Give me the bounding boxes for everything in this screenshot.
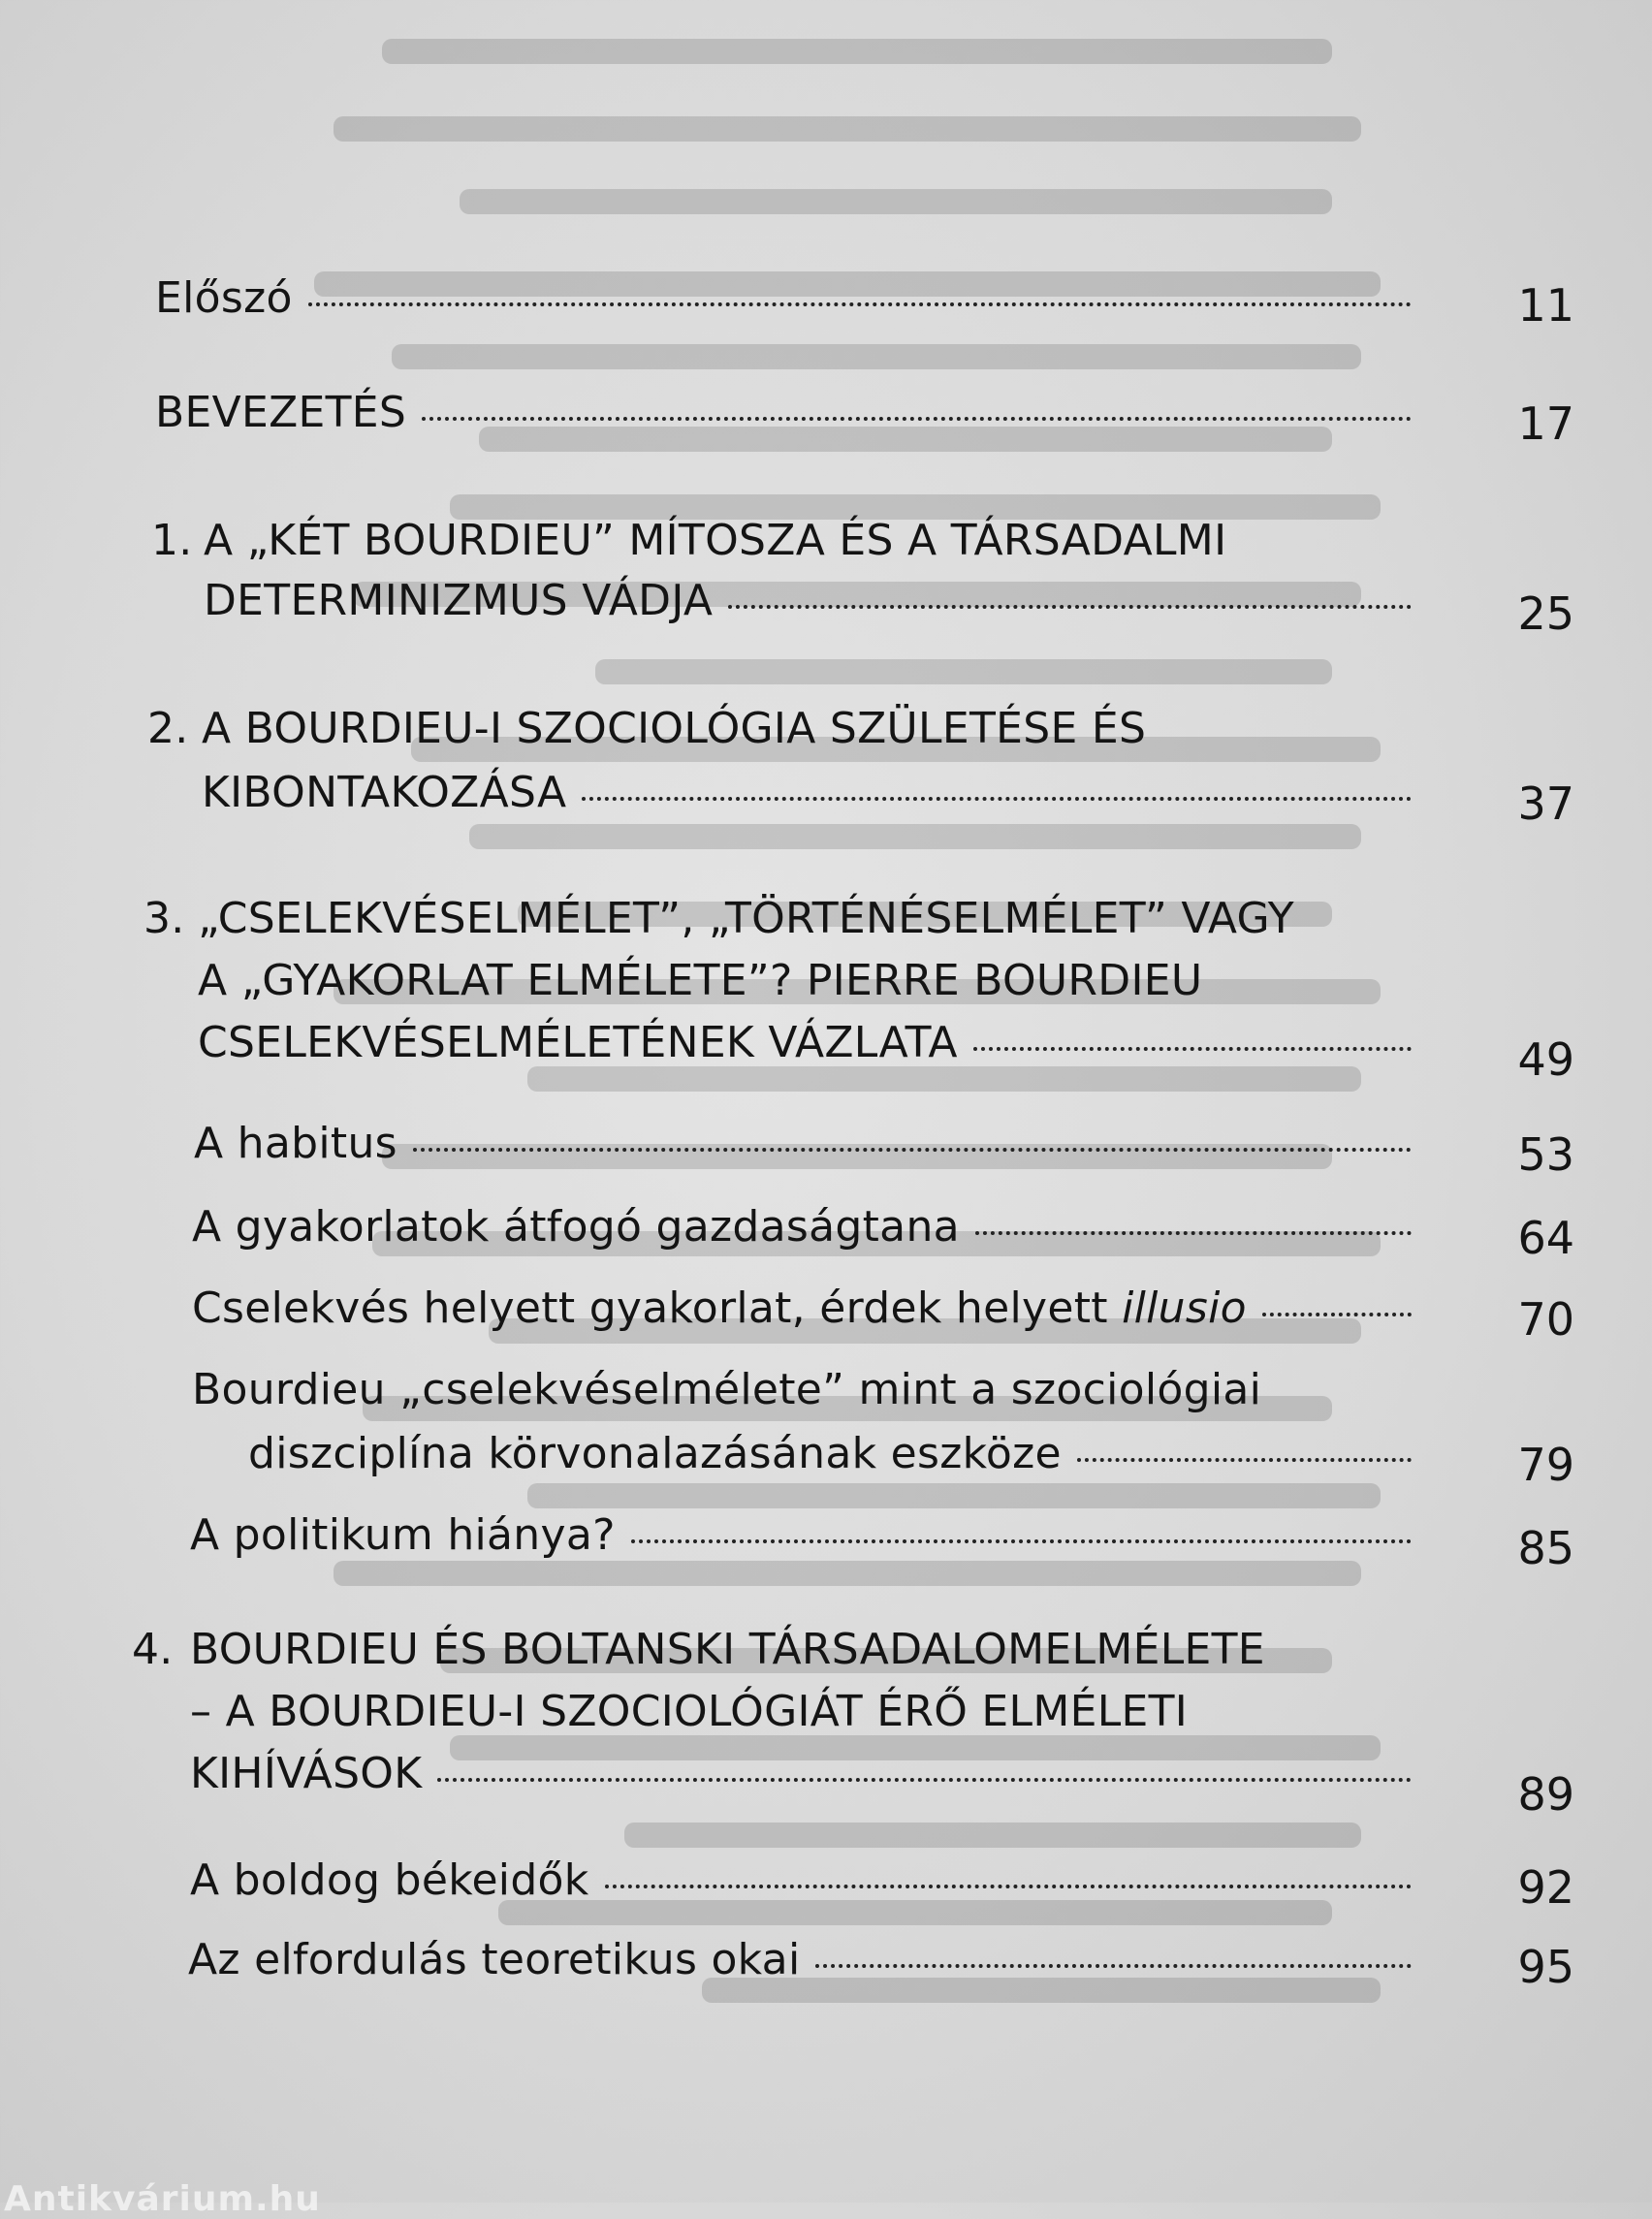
page-number: 64 <box>1517 1212 1574 1264</box>
dot-leader <box>437 1778 1412 1782</box>
entry-title-line: KIHÍVÁSOK <box>190 1749 423 1798</box>
toc-subentry-politikum <box>190 1510 1421 1560</box>
entry-title-line: „CSELEKVÉSELMÉLET”, „TÖRTÉNÉSELMÉLET” VAGY <box>198 894 1294 943</box>
entry-title-line: CSELEKVÉSELMÉLETÉNEK VÁZLATA <box>198 1018 958 1067</box>
entry-title-italic: illusio <box>1122 1284 1247 1333</box>
entry-title: A habitus <box>194 1119 397 1168</box>
page-number: 89 <box>1517 1768 1574 1821</box>
watermark: Antikvárium.hu <box>4 2179 321 2219</box>
chapter-number: 4. <box>132 1625 174 1674</box>
page-number: 79 <box>1517 1439 1574 1491</box>
entry-title-line: Bourdieu „cselekvéselmélete” mint a szociológiai <box>192 1365 1262 1414</box>
entry-title-line: DETERMINIZMUS VÁDJA <box>204 576 714 625</box>
entry-title: A gyakorlatok átfogó gazdaságtana <box>192 1202 960 1252</box>
dot-leader <box>1077 1458 1412 1462</box>
toc-entry-eloszo <box>155 273 1421 323</box>
dot-leader <box>631 1539 1412 1543</box>
entry-title: A boldog békeidők <box>190 1855 589 1905</box>
page-number: 11 <box>1517 279 1574 332</box>
dot-leader <box>413 1148 1412 1152</box>
dot-leader <box>308 302 1412 306</box>
toc-subentry-illusio <box>192 1284 1421 1333</box>
page-number: 85 <box>1517 1522 1574 1574</box>
page-number: 95 <box>1517 1941 1574 1993</box>
entry-title-line: – A BOURDIEU-I SZOCIOLÓGIÁT ÉRŐ ELMÉLETI <box>190 1687 1189 1736</box>
entry-title: BEVEZETÉS <box>155 388 407 437</box>
dot-leader <box>422 417 1412 421</box>
toc-subentry-bekeidok <box>190 1855 1421 1905</box>
entry-title: Előszó <box>155 273 293 323</box>
dot-leader <box>973 1047 1412 1051</box>
toc-subentry-elfordulas <box>188 1935 1421 1984</box>
page-number: 25 <box>1517 587 1574 640</box>
entry-title-line: BOURDIEU ÉS BOLTANSKI TÁRSADALOMELMÉLETE <box>190 1625 1265 1674</box>
dot-leader <box>728 605 1412 609</box>
entry-title-line: A BOURDIEU-I SZOCIOLÓGIA SZÜLETÉSE ÉS <box>202 704 1147 753</box>
entry-title-line: A „KÉT BOURDIEU” MÍTOSZA ÉS A TÁRSADALMI <box>204 516 1227 565</box>
entry-title-line: diszciplína körvonalazásának eszköze <box>248 1429 1062 1478</box>
page-number: 53 <box>1517 1128 1574 1181</box>
entry-title: A politikum hiánya? <box>190 1510 616 1560</box>
page-number: 49 <box>1517 1033 1574 1086</box>
dot-leader <box>975 1231 1412 1235</box>
page-number: 37 <box>1517 777 1574 830</box>
entry-title: Az elfordulás teoretikus okai <box>188 1935 801 1984</box>
dot-leader <box>815 1964 1412 1968</box>
chapter-number: 1. <box>151 516 193 565</box>
dot-leader <box>605 1885 1412 1888</box>
chapter-number: 3. <box>143 894 185 943</box>
page-number: 92 <box>1517 1861 1574 1914</box>
page-number: 70 <box>1517 1293 1574 1346</box>
entry-title: Cselekvés helyett gyakorlat, érdek helyett <box>192 1284 1108 1333</box>
chapter-number: 2. <box>147 704 189 753</box>
toc-subentry-gazdasagtana <box>192 1202 1421 1252</box>
dot-leader <box>582 797 1412 801</box>
entry-title-line: A „GYAKORLAT ELMÉLETE”? PIERRE BOURDIEU <box>198 956 1203 1005</box>
toc-subentry-habitus <box>194 1119 1421 1168</box>
toc-entry-bevezetes <box>155 388 1421 437</box>
entry-title-line: KIBONTAKOZÁSA <box>202 768 567 817</box>
dot-leader <box>1262 1313 1412 1316</box>
page-number: 17 <box>1517 397 1574 450</box>
